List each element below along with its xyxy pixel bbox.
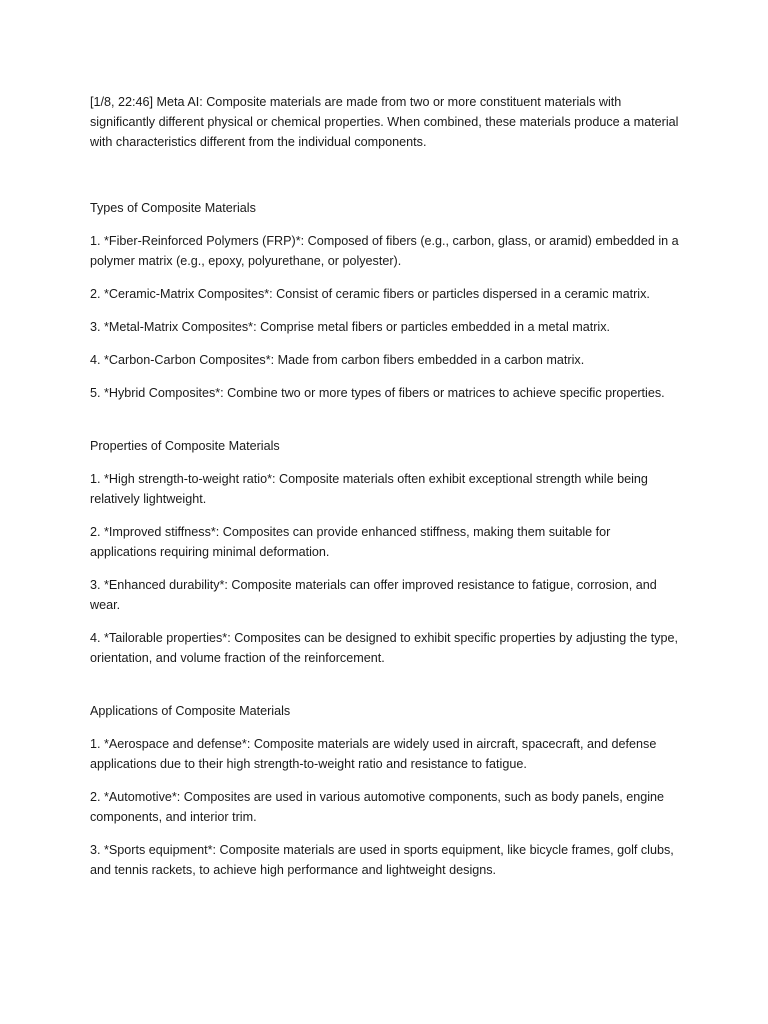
list-item: 2. *Improved stiffness*: Composites can provide enhanced stiffness, making them suitable for applications requiring minimal deformation. (90, 525, 611, 559)
document-page (90, 92, 680, 893)
list-item: 1. *High strength-to-weight ratio*: Composite materials often exhibit exceptional strength while being relatively lightweight. (90, 472, 648, 506)
list-item: 4. *Tailorable properties*: Composites can be designed to exhibit specific properties by adjusting the type, orientation, and volume fraction of the reinforcement. (90, 631, 679, 665)
list-item: 3. *Enhanced durability*: Composite materials can offer improved resistance to fatigue, corrosion, and wear. (90, 578, 657, 612)
list-item: 1. *Fiber-Reinforced Polymers (FRP)*: Composed of fibers (e.g., carbon, glass, or aramid) embedded in a polymer matrix (e.g., epoxy, polyurethane, or polyester). (90, 234, 679, 268)
list-item: 5. *Hybrid Composites*: Combine two or more types of fibers or matrices to achieve specific properties. (90, 386, 665, 400)
section-heading: Applications of Composite Materials (90, 704, 291, 718)
section-heading: Properties of Composite Materials (90, 439, 280, 453)
section-heading: Types of Composite Materials (90, 201, 256, 215)
list-item: 2. *Ceramic-Matrix Composites*: Consist of ceramic fibers or particles dispersed in a ceramic matrix. (90, 287, 650, 301)
section-applications (90, 701, 680, 880)
list-item: 4. *Carbon-Carbon Composites*: Made from carbon fibers embedded in a carbon matrix. (90, 353, 585, 367)
list-item: 1. *Aerospace and defense*: Composite materials are widely used in aircraft, spacecraft, and defense applications due to their high strength-to-weight ratio and resistance to fatigue. (90, 737, 657, 771)
list-item: 3. *Metal-Matrix Composites*: Comprise metal fibers or particles embedded in a metal matrix. (90, 320, 611, 334)
section-types (90, 198, 680, 403)
list-item: 2. *Automotive*: Composites are used in various automotive components, such as body panels, engine components, and interior trim. (90, 790, 665, 824)
section-properties (90, 436, 680, 668)
list-item: 3. *Sports equipment*: Composite materials are used in sports equipment, like bicycle frames, golf clubs, and tennis rackets, to achieve high performance and lightweight designs. (90, 843, 674, 877)
intro-paragraph: [1/8, 22:46] Meta AI: Composite materials are made from two or more constituent materials with significantly different physical or chemical properties. When combined, these materials produce a material with characteristics different from the individual components. (90, 95, 679, 149)
